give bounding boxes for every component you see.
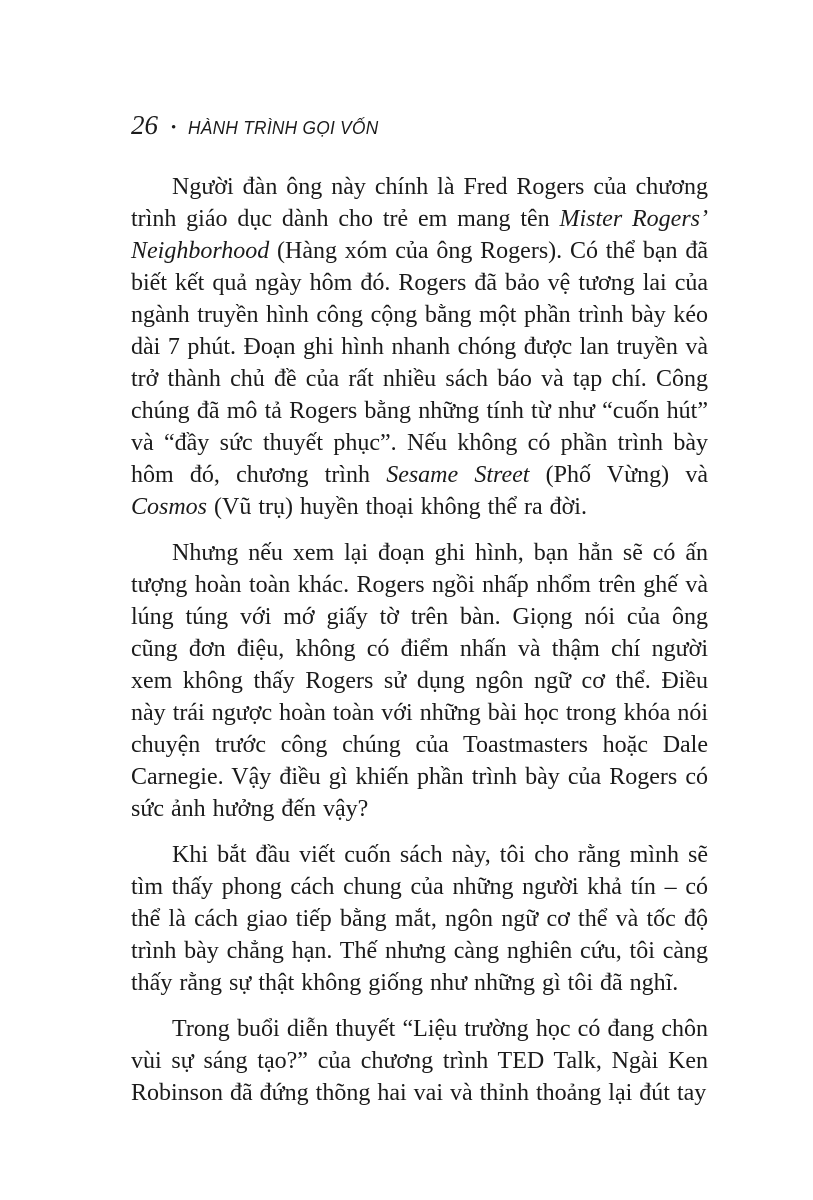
italic-text-run: Cosmos: [131, 494, 208, 520]
text-run: (Hàng xóm của ông Rogers). Có thể bạn đã biết kết quả ngày hôm đó. Rogers đã bảo vệ tương lai của ngành truyền hình công cộng bằng một phần trình bày kéo dài 7 phút. Đoạn ghi hình nhanh chóng được lan truyền và trở thành chủ đề của rất nhiều sách báo và tạp chí. Công chúng đã mô tả Rogers bằng những tính từ như “cuốn hút” và “đầy sức thuyết phục”. Nếu không có phần trình bày hôm đó, chương trình: [131, 238, 708, 488]
text-run: Khi bắt đầu viết cuốn sách này, tôi cho rằng mình sẽ tìm thấy phong cách chung của những người khả tín – có thể là cách giao tiếp bằng mắt, ngôn ngữ cơ thể và tốc độ trình bày chẳng hạn. Thế nhưng càng nghiên cứu, tôi càng thấy rằng sự thật không giống như những gì tôi đã nghĩ.: [131, 842, 708, 996]
text-run: Nhưng nếu xem lại đoạn ghi hình, bạn hẳn sẽ có ấn tượng hoàn toàn khác. Rogers ngồi nhấp nhổm trên ghế và lúng túng với mớ giấy tờ trên bàn. Giọng nói của ông cũng đơn điệu, không có điểm nhấn và thậm chí người xem không thấy Rogers sử dụng ngôn ngữ cơ thể. Điều này trái ngược hoàn toàn với những bài học trong khóa nói chuyện trước công chúng của Toastmasters hoặc Dale Carnegie. Vậy điều gì khiến phần trình bày của Rogers có sức ảnh hưởng đến vậy?: [131, 540, 708, 822]
paragraph: [131, 839, 708, 999]
text-run: Trong buổi diễn thuyết “Liệu trường học có đang chôn vùi sự sáng tạo?” của chương trình TED Talk, Ngài Ken Robinson đã đứng thõng hai vai và thỉnh thoảng lại đút tay: [131, 1016, 708, 1106]
paragraph: [131, 1013, 708, 1109]
paragraph: [131, 537, 708, 825]
header-bullet-separator: •: [171, 120, 177, 136]
page-header: [131, 110, 708, 140]
text-run: (Vũ trụ) huyền thoại không thể ra đời.: [207, 494, 587, 520]
page-body: [131, 171, 708, 1123]
paragraph: [131, 171, 708, 523]
text-run: Người đàn ông này chính là Fred Rogers của chương trình giáo dục dành cho trẻ em mang tên: [131, 174, 708, 232]
text-run: (Phố Vừng) và: [529, 462, 708, 488]
page-number: 26: [131, 110, 158, 140]
italic-text-run: Mister Rogers’ Neighborhood: [131, 206, 708, 264]
running-title: HÀNH TRÌNH GỌI VỐN: [188, 118, 379, 138]
italic-text-run: Sesame Street: [386, 462, 530, 488]
